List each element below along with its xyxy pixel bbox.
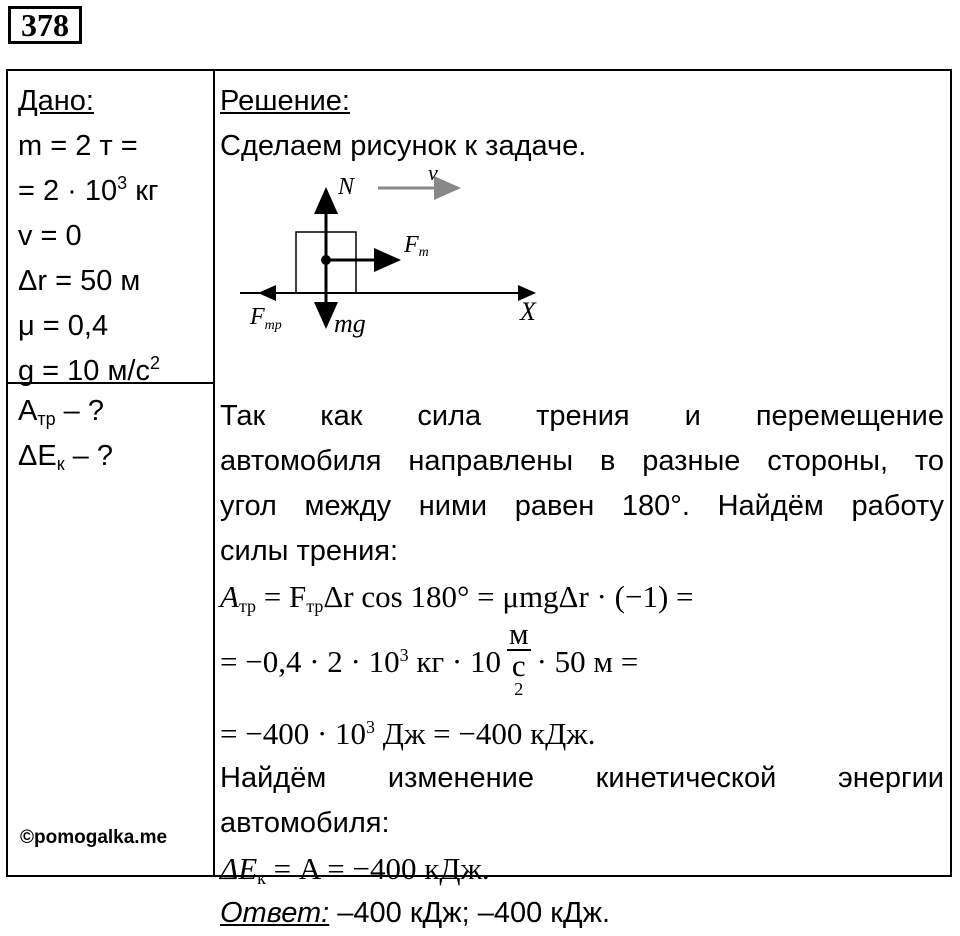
answer-text: –400 кДж; –400 кДж. [329,897,611,929]
eq1-force: = F [256,579,307,614]
eq2-mid: кг · 10 [408,644,501,680]
equation-energy [220,846,944,891]
eq1-force-sub: тр [306,596,324,616]
given-mass-si [18,169,160,214]
unknown-energy-tail: – ? [64,440,113,472]
para2-line1: Найдём изменение кинетической энергии [220,762,944,794]
given-velocity: v = 0 [18,220,82,252]
given-mass-unit: кг [135,175,159,207]
label-v: v [428,160,438,185]
eq1-sub: тр [238,596,257,616]
label-N: N [338,174,355,200]
given-header: Дано: [18,85,94,117]
given-section [18,79,160,394]
given-mass-si-value: = 2 · 10 [18,175,118,207]
given-mass: m = 2 т = [18,130,138,162]
para1-line3: угол между ними равен 180°. Найдём работу [220,490,944,522]
eq4-symbol: ΔE [220,851,258,886]
unknown-energy-symbol: ΔE [18,440,57,472]
label-Ftr-sub: тр [264,318,282,333]
unknown-energy-sub: к [56,454,65,474]
eq3-end: Дж = −400 кДж. [375,716,596,751]
solution-header: Решение: [220,85,350,117]
eq2-fraction [507,616,531,711]
unknown-energy [18,434,113,479]
center-point [321,255,331,265]
eq2-exp: 3 [399,645,409,666]
given-gravity-exp: 2 [150,353,161,373]
column-divider [213,71,215,875]
answer-label: Ответ: [220,897,330,929]
eq2-start: = −0,4 · 2 · 10 [220,644,400,680]
answer-line [220,891,944,936]
eq1-symbol: A [220,579,239,614]
given-mass-exp: 3 [117,173,128,193]
eq1-rest: Δr cos 180° = μmgΔr · (−1) = [323,579,694,614]
problem-number: 378 [8,6,82,44]
equation-substitution [220,616,944,711]
eq2-fraction-denominator [507,648,531,711]
given-displacement: Δr = 50 м [18,265,141,297]
given-gravity-value: g = 10 м/с [18,355,150,387]
eq3-exp: 3 [366,717,376,737]
eq2-den-exp: 2 [514,679,524,699]
unknowns-section [18,389,113,479]
unknown-work-sub: тр [37,409,56,429]
para2-line2: автомобиля: [220,807,390,839]
eq3-start: = −400 · 10 [220,716,367,751]
unknown-work [18,389,113,434]
eq4-rest: = A = −400 кДж. [265,851,490,886]
para1-line2: автомобиля направлены в разные стороны, то [220,445,944,477]
eq2-fraction-numerator: м [508,616,529,651]
label-Ft-main: F [404,232,419,258]
unknown-work-symbol: A [18,395,38,427]
para1-line1: Так как сила трения и перемещение [220,400,944,432]
given-friction-coef: μ = 0,4 [18,310,109,342]
watermark: ©pomogalka.me [20,827,168,848]
label-Ft-sub: т [418,245,429,260]
equation-result [220,711,944,756]
eq4-sub: к [257,868,266,888]
eq2-den-base: с [511,648,526,683]
given-gravity [18,349,160,394]
solution-intro: Сделаем рисунок к задаче. [220,130,587,162]
label-mg: mg [334,309,366,338]
label-Ft [403,232,429,260]
force-diagram [228,160,558,350]
para1-line4: силы трения: [220,535,399,567]
label-Ftr [249,304,282,333]
eq2-end: · 50 м = [536,644,639,680]
label-X: X [520,297,536,326]
equation-work [220,574,944,619]
label-Ftr-main: F [250,304,265,330]
unknown-work-tail: – ? [55,395,104,427]
